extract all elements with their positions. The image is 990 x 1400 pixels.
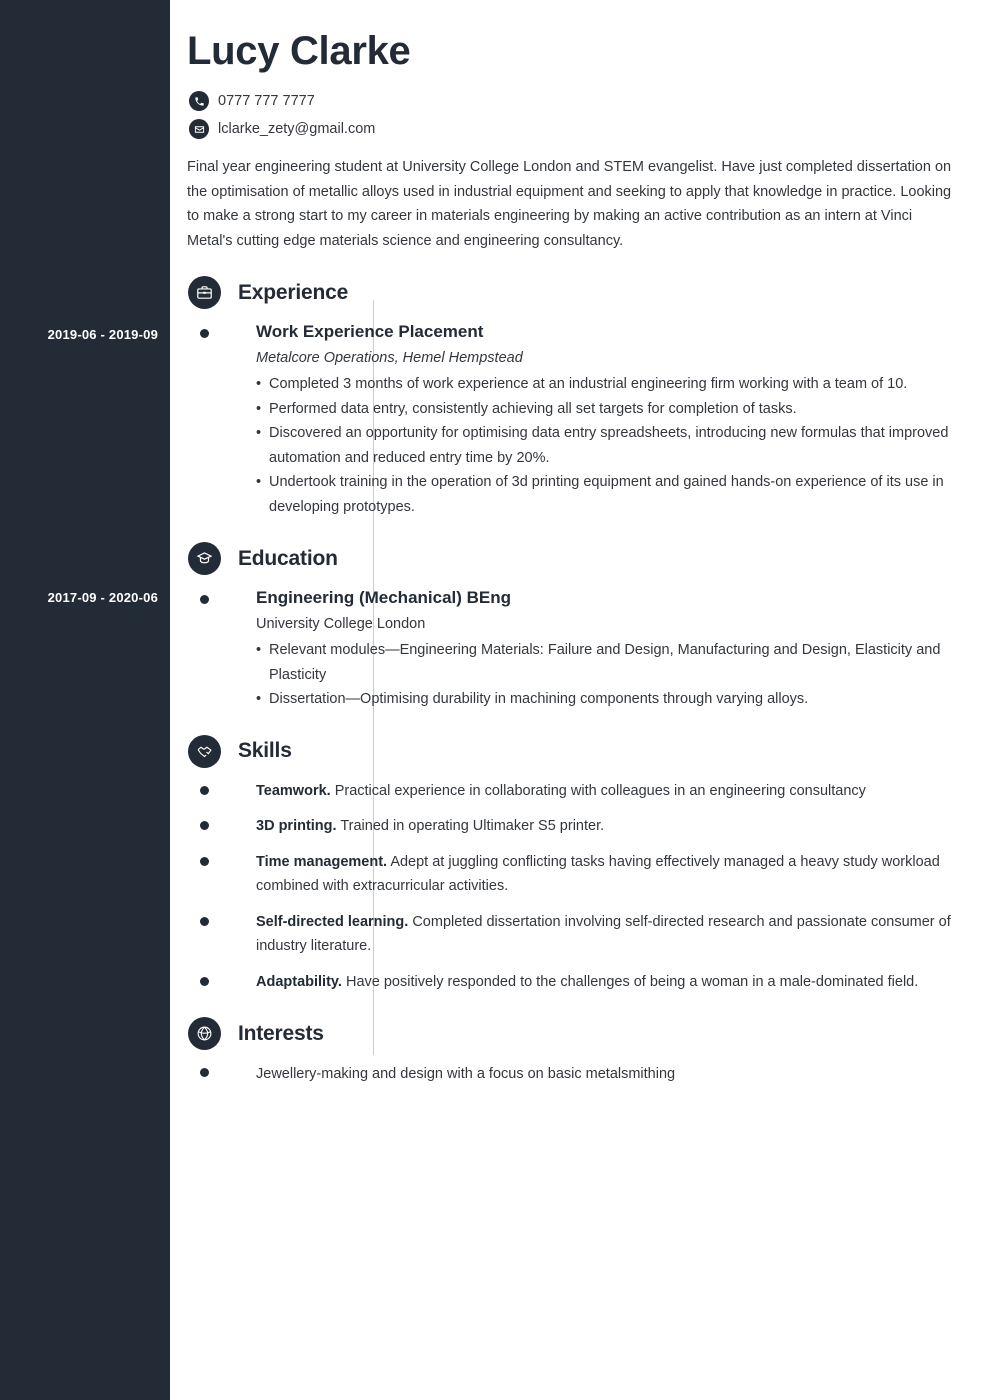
contact-phone-row <box>189 91 957 111</box>
timeline-dot <box>200 329 209 338</box>
candidate-name: Lucy Clarke <box>187 29 411 73</box>
phone-icon <box>189 91 209 111</box>
section-title-skills: Skills <box>238 739 292 762</box>
timeline-dot <box>200 977 209 986</box>
interest-item <box>187 1062 957 1086</box>
contact-block <box>187 91 957 139</box>
basketball-icon <box>188 1017 221 1050</box>
timeline-dot <box>200 595 209 604</box>
timeline-dot <box>200 821 209 830</box>
handshake-icon <box>188 735 221 768</box>
skill-name: Time management. <box>256 853 388 870</box>
interest-text: Jewellery-making and design with a focus on basic metalsmithing <box>256 1066 676 1082</box>
skill-name: 3D printing. <box>256 818 337 834</box>
list-item: • Undertook training in the operation of 3d printing equipment and gained hands-on experience of its use in developing prototypes. <box>256 470 957 519</box>
skill-description: Have positively responded to the challenges of being a woman in a male-dominated field. <box>341 973 919 990</box>
graduation-cap-icon <box>188 542 221 575</box>
skill-description: Adept at juggling conflicting tasks having effectively managed a heavy study workload combined with extracurricular activities. <box>256 853 940 894</box>
contact-email-row <box>189 119 957 139</box>
education-entry <box>187 587 957 712</box>
timeline-dot <box>200 857 209 866</box>
education-bullets <box>256 638 957 712</box>
experience-entry <box>187 321 957 519</box>
email-icon <box>189 119 209 139</box>
experience-company: Metalcore Operations, Hemel Hempstead <box>256 350 523 366</box>
list-item: • Dissertation—Optimising durability in machining components through varying alloys. <box>256 687 957 712</box>
list-item: • Performed data entry, consistently achieving all set targets for completion of tasks. <box>256 397 957 422</box>
education-institution: University College London <box>256 616 426 632</box>
education-degree-title: Engineering (Mechanical) BEng <box>256 588 512 607</box>
skill-item <box>187 850 957 899</box>
resume-content <box>170 0 990 1400</box>
section-header-interests <box>187 1017 957 1050</box>
section-title-interests: Interests <box>238 1021 324 1045</box>
timeline-dot <box>200 917 209 926</box>
section-title-education: Education <box>238 546 338 570</box>
skill-name: Teamwork. <box>256 782 331 799</box>
contact-email-text: lclarke_zety@gmail.com <box>218 121 376 137</box>
skill-name: Adaptability. <box>256 973 342 990</box>
skill-description: Completed dissertation involving self-directed research and passionate consumer of industry literature. <box>256 913 951 954</box>
skill-description: Trained in operating Ultimaker S5 printer. <box>336 818 605 834</box>
section-header-education <box>187 542 957 575</box>
experience-bullets <box>256 372 957 519</box>
skill-item <box>187 910 957 959</box>
timeline-dot <box>200 786 209 795</box>
profile-summary: Final year engineering student at University College London and STEM evangelist. Have just completed dissertation on the optimisation of metallic alloys used in industrial equipment and seeking to apply that knowledge in practice. Looking to make a strong start to my career in materials engineering by making an active contribution as an intern at Vinci Metal's cutting edge materials science and engineering consultancy. <box>187 159 952 249</box>
briefcase-icon <box>188 276 221 309</box>
skill-description: Practical experience in collaborating with colleagues in an engineering consultancy <box>330 782 866 799</box>
skill-item <box>187 970 957 995</box>
section-header-experience <box>187 276 957 309</box>
skill-name: Self-directed learning. <box>256 913 409 930</box>
skill-item <box>187 779 957 804</box>
list-item: • Completed 3 months of work experience at an industrial engineering firm working with a team of 10. <box>256 372 957 397</box>
skill-item <box>187 814 957 839</box>
sidebar-dates-column <box>0 0 170 1400</box>
section-title-experience: Experience <box>238 280 349 304</box>
section-header-skills <box>187 735 957 768</box>
experience-job-title: Work Experience Placement <box>256 322 484 341</box>
list-item: • Relevant modules—Engineering Materials: Failure and Design, Manufacturing and Design, Elasticity and Plasticity <box>256 638 957 687</box>
contact-phone-text: 0777 777 7777 <box>218 93 315 109</box>
experience-date-label: 2019-06 - 2019-09 <box>47 327 158 342</box>
education-date-label: 2017-09 - 2020-06 <box>47 590 158 605</box>
list-item: • Discovered an opportunity for optimising data entry spreadsheets, introducing new formulas that improved automation and reduced entry time by 20%. <box>256 421 957 470</box>
timeline-dot <box>200 1068 209 1077</box>
